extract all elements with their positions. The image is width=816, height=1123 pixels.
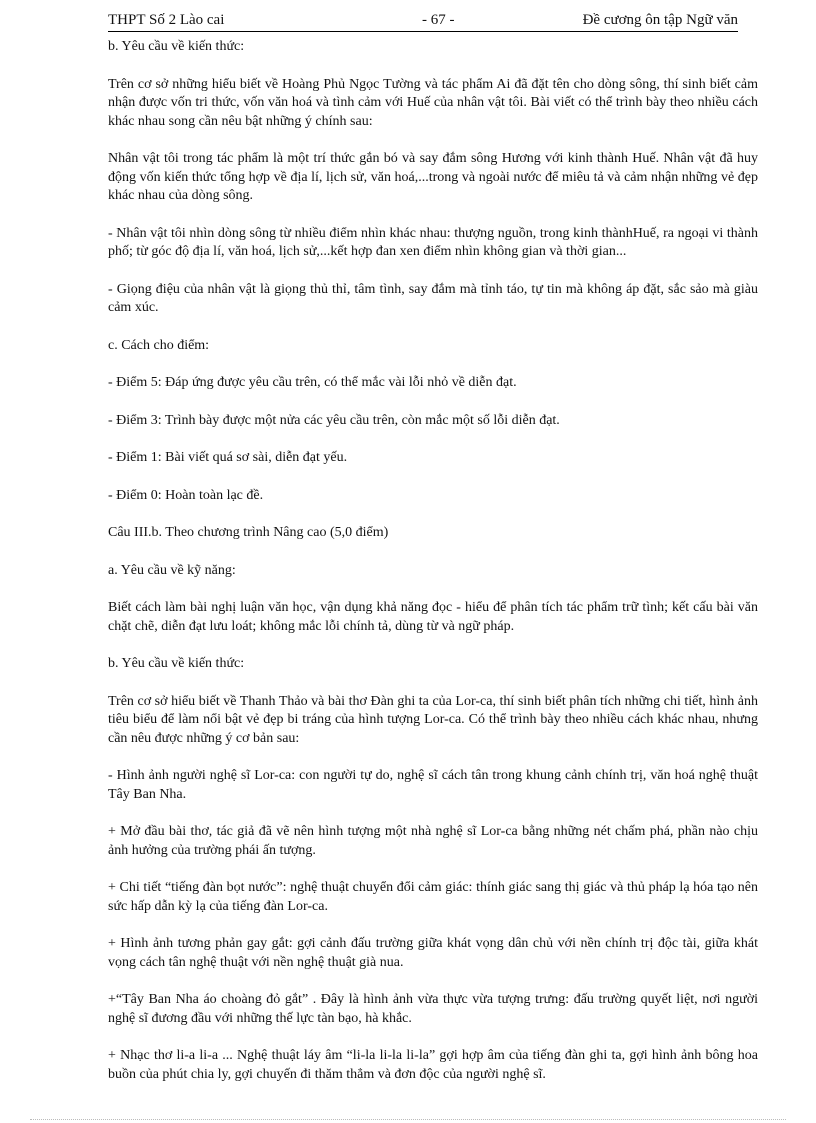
paragraph: + Hình ảnh tương phản gay gắt: gợi cảnh đấu trường giữa khát vọng dân chủ với nền chính trị độc tài, giữa khát vọng cách tân nghệ thuật với nền nghệ thuật già nua. xyxy=(108,936,758,970)
section-heading: b. Yêu cầu về kiến thức: xyxy=(108,39,245,54)
paragraph: + Nhạc thơ li-a li-a ... Nghệ thuật láy âm “li-la li-la li-la” gợi hợp âm của tiếng đàn ghi ta, gợi hình ảnh bông hoa buồn của phút chia ly, gợi chuyến đi thăm thẳm và đơn độc của người nghệ sĩ. xyxy=(108,1048,758,1082)
paragraph: Biết cách làm bài nghị luận văn học, vận dụng khả năng đọc - hiểu để phân tích tác phẩm trữ tình; kết cấu bài văn chặt chẽ, diễn đạt lưu loát; không mắc lỗi chính tả, dùng từ và ngữ pháp. xyxy=(108,600,758,634)
page-number: - 67 - xyxy=(422,12,455,28)
page-header xyxy=(108,11,738,32)
paragraph: +“Tây Ban Nha áo choàng đỏ gắt” . Đây là hình ảnh vừa thực vừa tượng trưng: đấu trường quyết liệt, nơi người nghệ sĩ đương đầu với những thế lực tàn bạo, hà khắc. xyxy=(108,992,758,1026)
paragraph: - Giọng điệu của nhân vật là giọng thủ thỉ, tâm tình, say đắm mà tỉnh táo, tự tin mà không áp đặt, sắc sảo mà giàu cảm xúc. xyxy=(108,281,758,315)
paragraph: Nhân vật tôi trong tác phẩm là một trí thức gắn bó và say đắm sông Hương với kinh thành Huế. Nhân vật đã huy động vốn kiến thức tổng hợp về địa lí, lịch sử, văn hoá,...trong và ngoài nước để miêu tả và cảm nhận những vẻ đẹp khác nhau của dòng sông. xyxy=(108,151,758,203)
paragraph: + Chi tiết “tiếng đàn bọt nước”: nghệ thuật chuyển đổi cảm giác: thính giác sang thị giác và thủ pháp lạ hóa tạo nên sức hấp dẫn kỳ lạ của tiếng đàn Lor-ca. xyxy=(108,880,758,914)
section-heading: b. Yêu cầu về kiến thức: xyxy=(108,656,245,671)
score-item: - Điểm 1: Bài viết quá sơ sài, diễn đạt yếu. xyxy=(108,450,348,465)
paragraph: Trên cơ sở hiểu biết về Thanh Thảo và bài thơ Đàn ghi ta của Lor-ca, thí sinh biết phân tích những chi tiết, hình ảnh tiêu biểu để làm nổi bật vẻ đẹp bi tráng của hình tượng Lor-ca. Có thể trình bày theo nhiều cách khác nhau, nhưng cần nêu được những ý cơ bản sau: xyxy=(108,693,758,746)
header-document-title: Đề cương ôn tập Ngữ văn xyxy=(582,12,738,28)
paragraph: - Hình ảnh người nghệ sĩ Lor-ca: con người tự do, nghệ sĩ cách tân trong khung cảnh chính trị, văn hoá nghệ thuật Tây Ban Nha. xyxy=(108,768,758,802)
score-item: - Điểm 5: Đáp ứng được yêu cầu trên, có thể mắc vài lỗi nhỏ về diễn đạt. xyxy=(108,375,517,390)
header-school: THPT Số 2 Lào cai xyxy=(108,12,225,28)
paragraph: - Nhân vật tôi nhìn dòng sông từ nhiều điểm nhìn khác nhau: thượng nguồn, trong kinh thànhHuế, ra ngoại vi thành phố; từ góc độ địa lí, văn hoá, lịch sử,...kết hợp đan xen điểm nhìn không gian và thời gian... xyxy=(108,225,758,259)
paragraph: + Mở đầu bài thơ, tác giả đã vẽ nên hình tượng một nhà nghệ sĩ Lor-ca bằng những nét chấm phá, phần nào chịu ảnh hưởng của trường phái ấn tượng. xyxy=(108,824,758,858)
score-item: - Điểm 3: Trình bày được một nửa các yêu cầu trên, còn mắc một số lỗi diễn đạt. xyxy=(108,412,560,428)
section-heading: c. Cách cho điểm: xyxy=(108,337,210,353)
question-heading: Câu III.b. Theo chương trình Nâng cao (5,0 điểm) xyxy=(108,525,389,540)
page-bottom-border xyxy=(30,1119,786,1120)
score-item: - Điểm 0: Hoàn toàn lạc đề. xyxy=(108,487,264,503)
document-body xyxy=(108,38,758,1103)
section-heading: a. Yêu cầu về kỹ năng: xyxy=(108,562,236,578)
paragraph: Trên cơ sở những hiểu biết về Hoàng Phủ Ngọc Tường và tác phẩm Ai đã đặt tên cho dòng sông, thí sinh biết cảm nhận được vốn tri thức, vốn văn hoá và tình cảm với Huế của nhân vật tôi. Bài viết có thể trình bày theo nhiều cách khác nhau song cần nêu bật những ý chính sau: xyxy=(108,76,758,129)
